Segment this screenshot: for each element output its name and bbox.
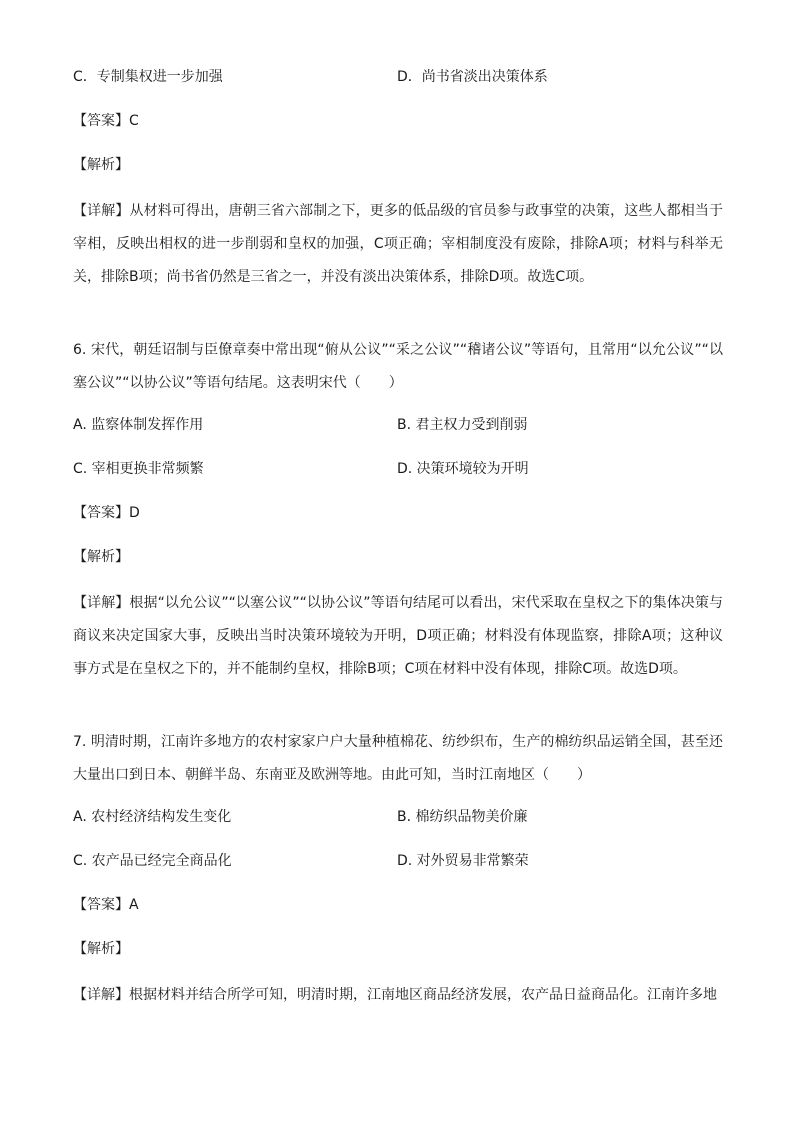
q7-detail: 【详解】根据材料并结合所学可知，明清时期，江南地区商品经济发展，农产品日益商品化。江南许多地	[73, 987, 717, 1003]
q7-option-b: B. 棉纺织品物美价廉	[397, 809, 528, 825]
q7-option-d: D. 对外贸易非常繁荣	[397, 853, 529, 869]
q7-option-c: C. 农产品已经完全商品化	[73, 853, 232, 869]
q5-analysis-label: 【解析】	[73, 157, 129, 173]
q6-option-c: C. 宰相更换非常频繁	[73, 461, 204, 477]
q5-detail: 【详解】从材料可得出，唐朝三省六部制之下，更多的低品级的官员参与政事堂的决策，这些人都相当于宰相，反映出相权的进一步削弱和皇权的加强，C项正确；宰相制度没有废除，排除A项；材料与科举无关，排除B项；尚书省仍然是三省之一，并没有淡出决策体系，排除D项。故选C项。	[73, 203, 723, 285]
q6-stem: 6. 宋代，朝廷诏制与臣僚章奏中常出现“俯从公议”“采之公议”“稽诸公议”等语句，且常用“以允公议”“以塞公议”“以协公议”等语句结尾。这表明宋代（ ）	[73, 342, 723, 391]
q6-option-a: A. 监察体制发挥作用	[73, 417, 204, 433]
q5-option-c: C．专制集权进一步加强	[73, 69, 223, 85]
q7-analysis-label: 【解析】	[73, 941, 129, 957]
q7-stem: 7. 明清时期，江南许多地方的农村家家户户大量种植棉花、纺纱织布，生产的棉纺织品运销全国，甚至还大量出口到日本、朝鲜半岛、东南亚及欧洲等地。由此可知，当时江南地区（ ）	[73, 734, 723, 783]
q6-option-d: D. 决策环境较为开明	[397, 461, 529, 477]
q6-option-b: B. 君主权力受到削弱	[397, 417, 528, 433]
q7-answer: 【答案】A	[73, 897, 139, 913]
q7-option-a: A. 农村经济结构发生变化	[73, 809, 232, 825]
q6-answer: 【答案】D	[73, 505, 140, 521]
q5-answer: 【答案】C	[73, 113, 139, 129]
q5-option-d: D．尚书省淡出决策体系	[397, 69, 548, 85]
q6-detail: 【详解】根据“以允公议”“以塞公议”“以协公议”等语句结尾可以看出，宋代采取在皇权之下的集体决策与商议来决定国家大事，反映出当时决策环境较为开明，D项正确；材料没有体现监察，排除A项；这种议事方式是在皇权之下的，并不能制约皇权，排除B项；C项在材料中没有体现，排除C项。故选D项。	[73, 595, 723, 677]
q6-analysis-label: 【解析】	[73, 549, 129, 565]
